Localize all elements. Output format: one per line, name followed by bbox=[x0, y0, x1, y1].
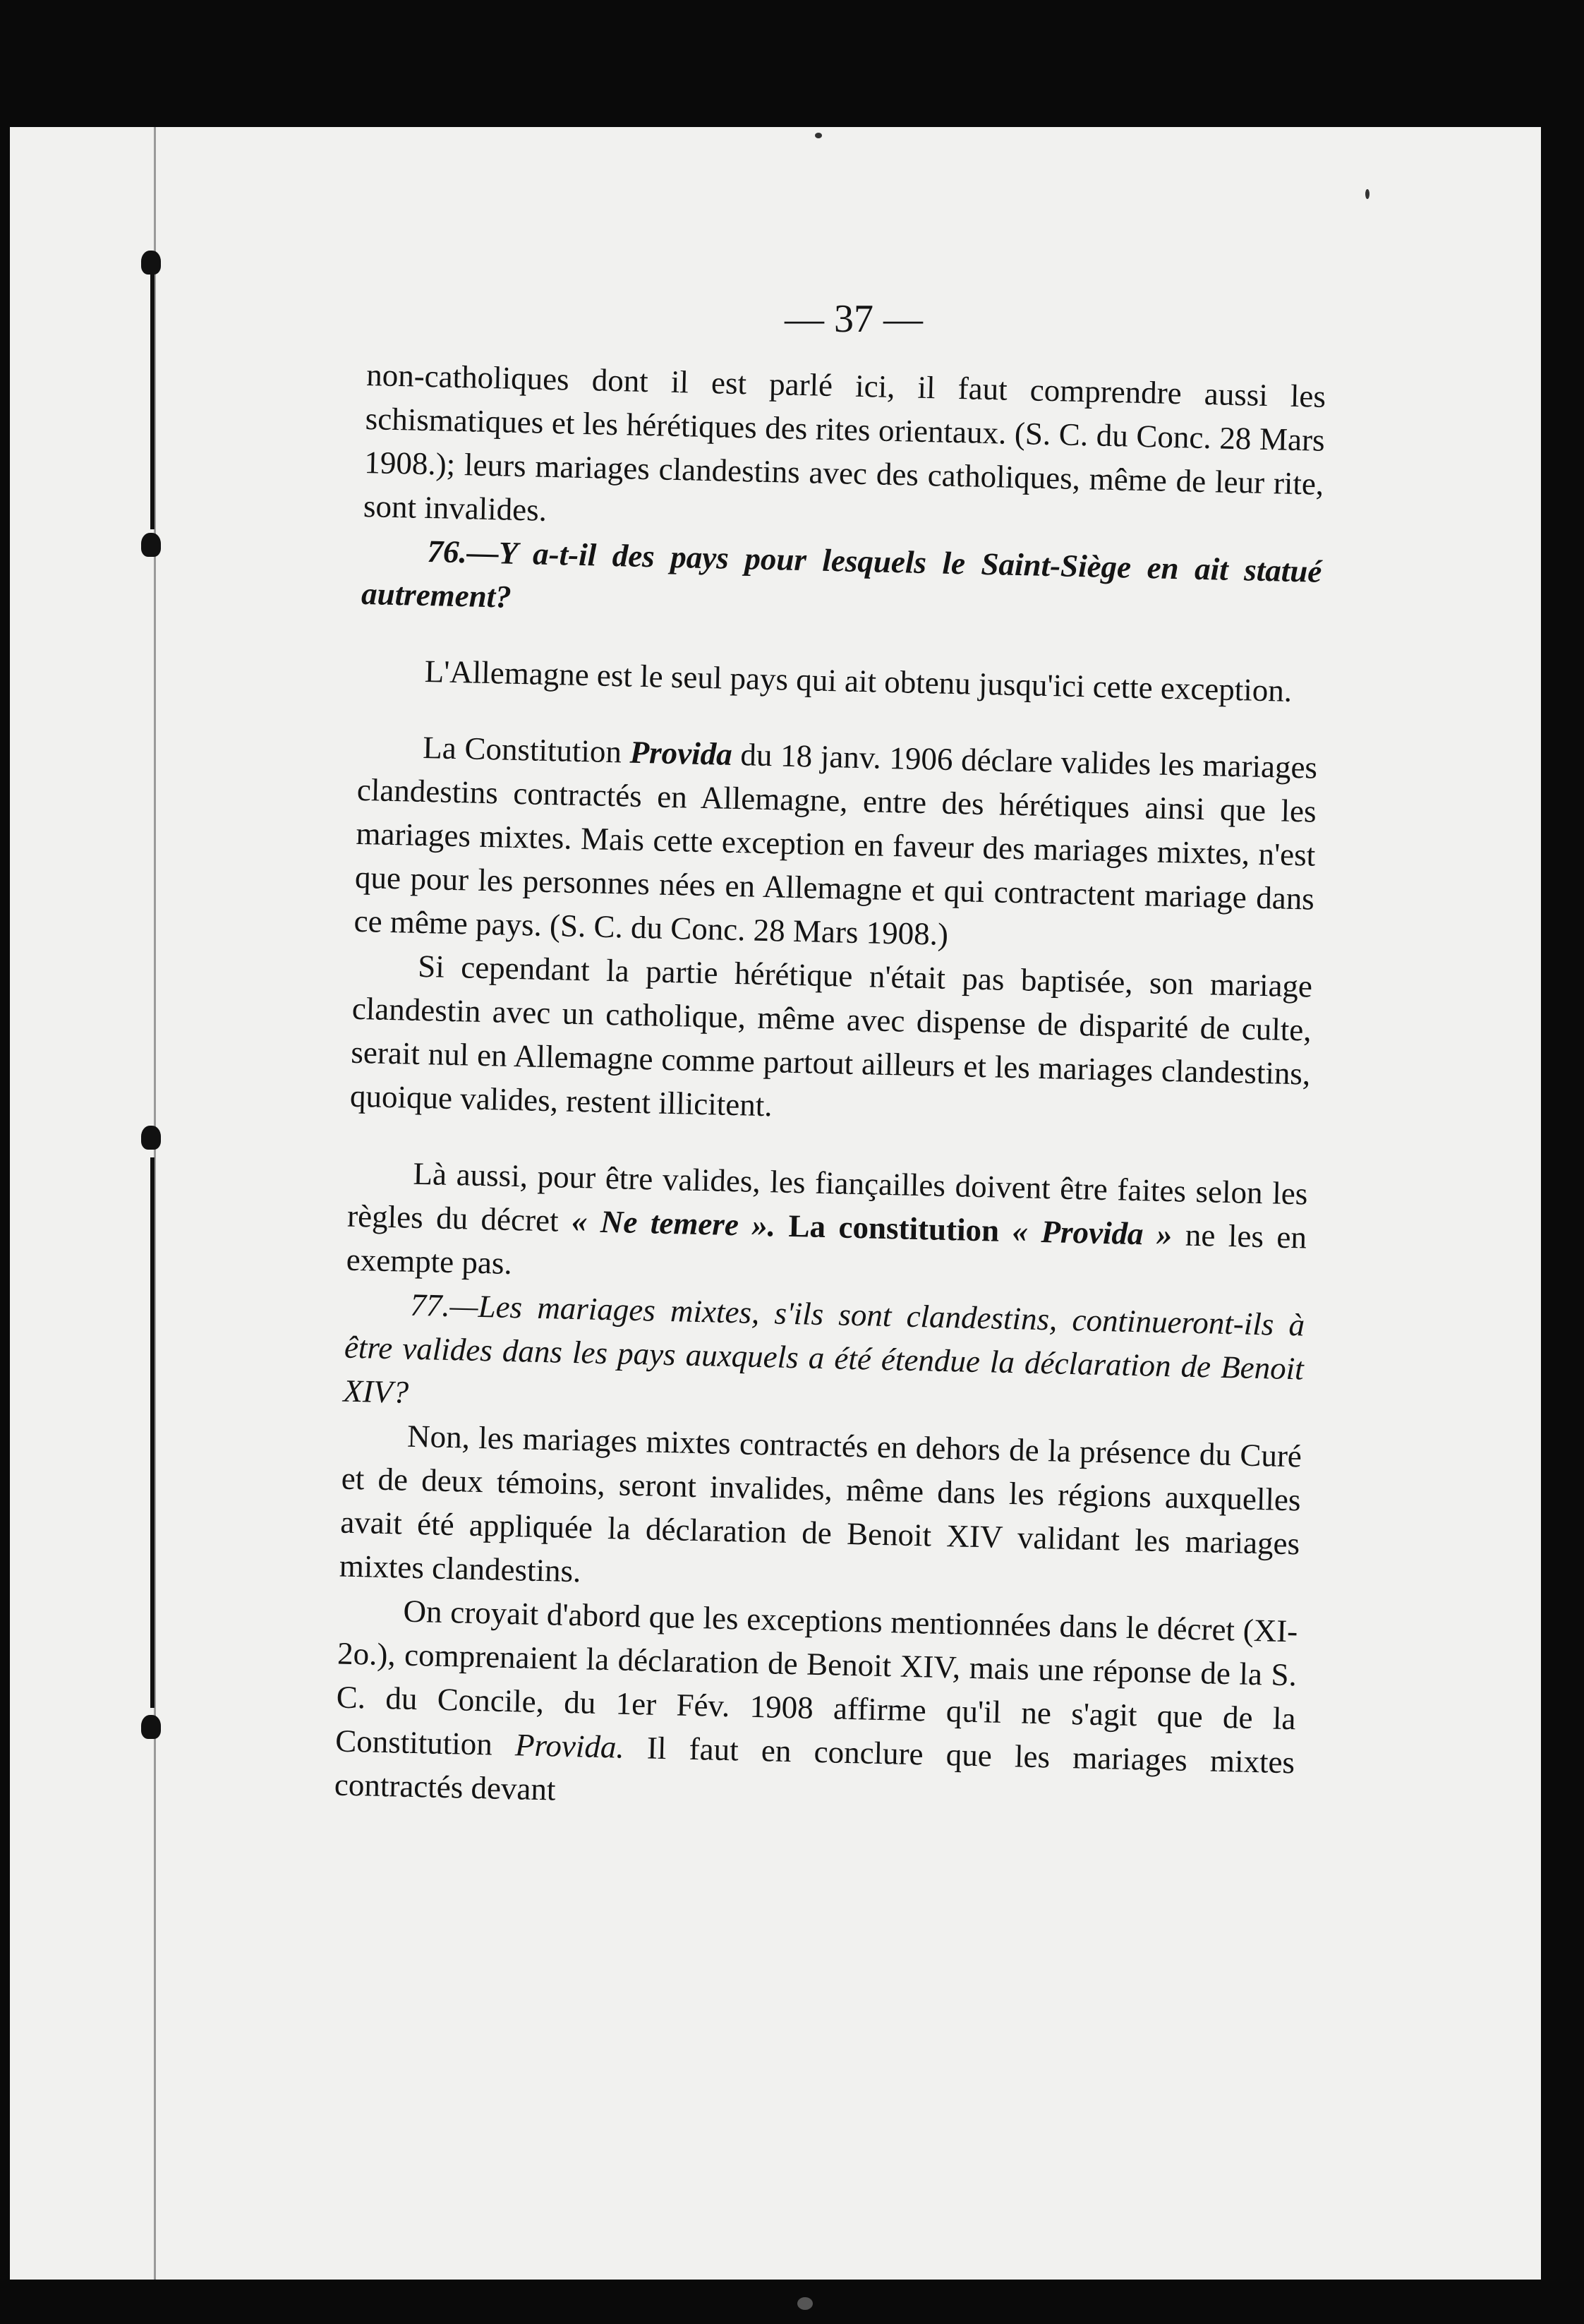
benoit-rest: Il faut en conclure que les mariages mixtes contractés devant bbox=[334, 1730, 1295, 1807]
binding-knot-1 bbox=[141, 251, 161, 275]
fiancailles-paragraph bbox=[346, 1150, 1308, 1304]
page-number: — 37 — bbox=[785, 297, 923, 341]
paper-blemish bbox=[1365, 189, 1370, 199]
binding-knot-4 bbox=[141, 1715, 161, 1739]
answer-76-paragraph: L'Allemagne est le seul pays qui ait obtenu jusqu'ici cette exception. bbox=[424, 653, 1293, 709]
provida-title: Provida bbox=[629, 734, 733, 772]
ne-temere-quote: « Ne temere ». bbox=[571, 1203, 776, 1244]
binding-thread-upper bbox=[150, 261, 155, 529]
binding-knot-2 bbox=[141, 533, 161, 557]
fiancailles-rest: ne les en exempte pas. bbox=[346, 1217, 1307, 1281]
provida-quote: « Provida » bbox=[1012, 1213, 1173, 1253]
question-76-text: 76.—Y a-t-il des pays pour lesquels le Saint-Siège en ait statué autrement? bbox=[361, 534, 1322, 615]
paper-blemish bbox=[815, 133, 822, 138]
question-77-text: 77.—Les mariages mixtes, s'ils sont clandestins, continueront-ils à être valides dans les pays auxquels a été étendue la déclaration de Benoit XIV? bbox=[343, 1287, 1305, 1410]
provida-rest: du 18 janv. 1906 déclare valides les mariages clandestins contractés en Allemagne, entre des hérétiques ainsi que les mariages mixtes. Mais cette exception en faveur des mariages mixtes, n'est que pour les personnes nées en Allemagne et qui contractent mariage dans ce même pays. (S. C. du Conc. 28 Mars 1908.) bbox=[353, 737, 1318, 952]
binding-thread-lower bbox=[150, 1157, 155, 1708]
provida-lead: La Constitution bbox=[422, 729, 622, 770]
page-body-text bbox=[334, 353, 1326, 1828]
heretic-paragraph: Si cependant la partie hérétique n'était pas baptisée, son mariage clandestin avec un catholique, même avec dispense de disparité de culte, serait nul en Allemagne comme partout ailleurs et les mariages clandestins, quoique valides, restent illicitent. bbox=[349, 948, 1313, 1124]
benoit-paragraph bbox=[334, 1588, 1298, 1829]
question-77 bbox=[343, 1282, 1305, 1435]
provida-italic: Provida. bbox=[514, 1727, 625, 1765]
provida-paragraph bbox=[353, 724, 1318, 965]
benoit-lead: On croyait d'abord que les exceptions mentionnées dans le décret (XI-2o.), comprenaient la déclaration de Benoit XIV, mais une réponse de la S. C. du Concile, du 1er Fév. 1908 affirme qu'il ne s'agit que de la Constitution bbox=[334, 1593, 1298, 1762]
binding-knot-3 bbox=[141, 1126, 161, 1150]
fiancailles-lead: Là aussi, pour être valides, les fiançailles doivent être faites selon les règles du décret bbox=[346, 1155, 1308, 1239]
answer-77-paragraph: Non, les mariages mixtes contractés en dehors de la présence du Curé et de deux témoins, seront invalides, même dans les régions auxquelles avait été appliquée la déclaration de Benoit XIV validant les mariages mixtes clandestins. bbox=[339, 1418, 1302, 1589]
paragraph-continuation: non-catholiques dont il est parlé ici, il faut comprendre aussi les schismatiques et les hérétiques des rites orientaux. (S. C. du Conc. 28 Mars 1908.); leurs mariages clandestins avec des catholiques, même de leur rite, sont invalides. bbox=[363, 356, 1326, 528]
paper-blemish bbox=[797, 2297, 813, 2310]
fiancailles-mid: La constitution bbox=[788, 1208, 1000, 1248]
